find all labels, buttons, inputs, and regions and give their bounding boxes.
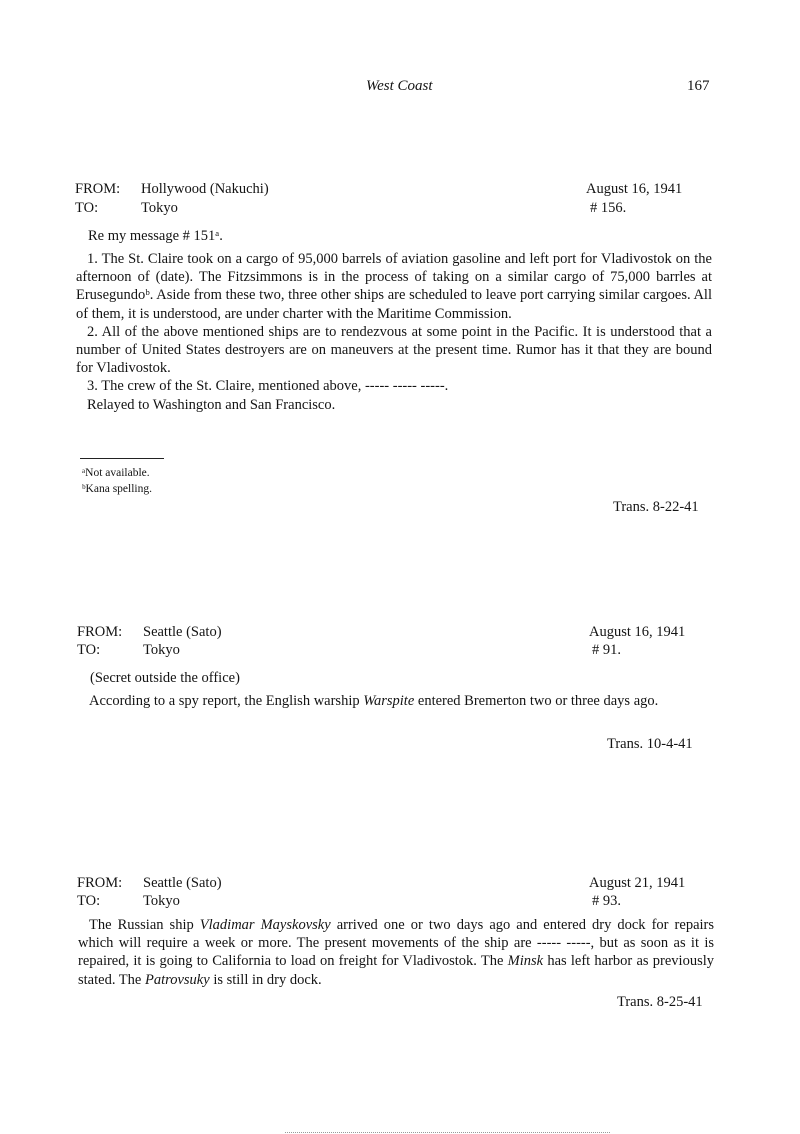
to-label: TO: <box>77 642 101 658</box>
ship-name-2: Minsk <box>507 953 544 970</box>
body-text-1: According to a spy report, the English warship <box>89 693 364 709</box>
message-number: # 91. <box>592 642 621 658</box>
to-value: Tokyo <box>143 642 180 658</box>
body-text-1: The Russian ship <box>89 917 200 933</box>
footnote-rule <box>80 458 164 459</box>
from-value: Hollywood (Nakuchi) <box>141 181 269 197</box>
message-number: # 156. <box>590 200 627 216</box>
message-body <box>78 916 714 989</box>
from-label: FROM: <box>77 624 123 640</box>
from-line <box>77 623 222 641</box>
translation-date: Trans. 8-22-41 <box>613 499 699 515</box>
to-line <box>75 199 178 217</box>
bottom-rule <box>285 1132 610 1133</box>
message-body <box>78 692 714 710</box>
to-label: TO: <box>75 200 99 216</box>
from-line <box>77 874 222 892</box>
to-value: Tokyo <box>141 200 178 216</box>
from-line <box>75 180 269 198</box>
from-label: FROM: <box>75 181 121 197</box>
ship-name: Warspite <box>363 693 415 709</box>
from-label: FROM: <box>77 875 123 891</box>
relay-note: Relayed to Washington and San Francisco. <box>87 396 336 413</box>
paragraph-3: 3. The crew of the St. Claire, mentioned above, ----- ----- -----. <box>87 378 449 395</box>
page-number: 167 <box>687 78 710 94</box>
to-value: Tokyo <box>143 893 180 909</box>
ship-name-3: Patrovsuky <box>144 971 210 988</box>
to-label: TO: <box>77 893 101 909</box>
message-body <box>76 250 712 414</box>
body-text-2: arrived one or two days ago and entered dry dock for repairs which will require a week or more. The present movements of the ship are ----- -----, but as soon as it is repaired, it is going to California to load on freight for Vladivostok. The <box>78 917 715 970</box>
body-text-3: has left harbor as previously stated. The <box>78 953 714 988</box>
message-lead: (Secret outside the office) <box>90 670 240 686</box>
footnote-a: ᵃNot available. <box>82 467 150 479</box>
message-date: August 16, 1941 <box>589 624 686 640</box>
translation-date: Trans. 10-4-41 <box>607 736 693 752</box>
footnote-b: ᵇKana spelling. <box>82 483 152 495</box>
body-text-4: is still in dry dock. <box>209 971 322 988</box>
running-head-title: West Coast <box>366 78 433 94</box>
to-line <box>77 641 180 659</box>
body-text-2: entered Bremerton two or three days ago. <box>414 693 659 709</box>
message-number: # 93. <box>592 893 621 909</box>
from-value: Seattle (Sato) <box>143 875 222 891</box>
paragraph-1: 1. The St. Claire took on a cargo of 95,000 barrels of aviation gasoline and left port for Vladivostok on the afternoon of (date). The Fitzsimmons is in the process of taking on a similar cargo of 75,000 barrles at Erusegundoᵇ. Aside from these two, three other ships are scheduled to leave port carrying similar cargoes. All of them, it is understood, are under charter with the Maritime Commission. <box>76 251 712 322</box>
message-date: August 21, 1941 <box>589 875 686 891</box>
message-date: August 16, 1941 <box>586 181 683 197</box>
message-lead: Re my message # 151ᵃ. <box>88 228 223 244</box>
translation-date: Trans. 8-25-41 <box>617 994 703 1010</box>
ship-name-1: Vladimar Mayskovsky <box>199 917 331 933</box>
paragraph-2: 2. All of the above mentioned ships are to rendezvous at some point in the Pacific. It is understood that a number of United States destroyers are on maneuvers at the present time. Rumor has it that they are bound for Vladivostok. <box>76 323 712 377</box>
from-value: Seattle (Sato) <box>143 624 222 640</box>
to-line <box>77 892 180 910</box>
